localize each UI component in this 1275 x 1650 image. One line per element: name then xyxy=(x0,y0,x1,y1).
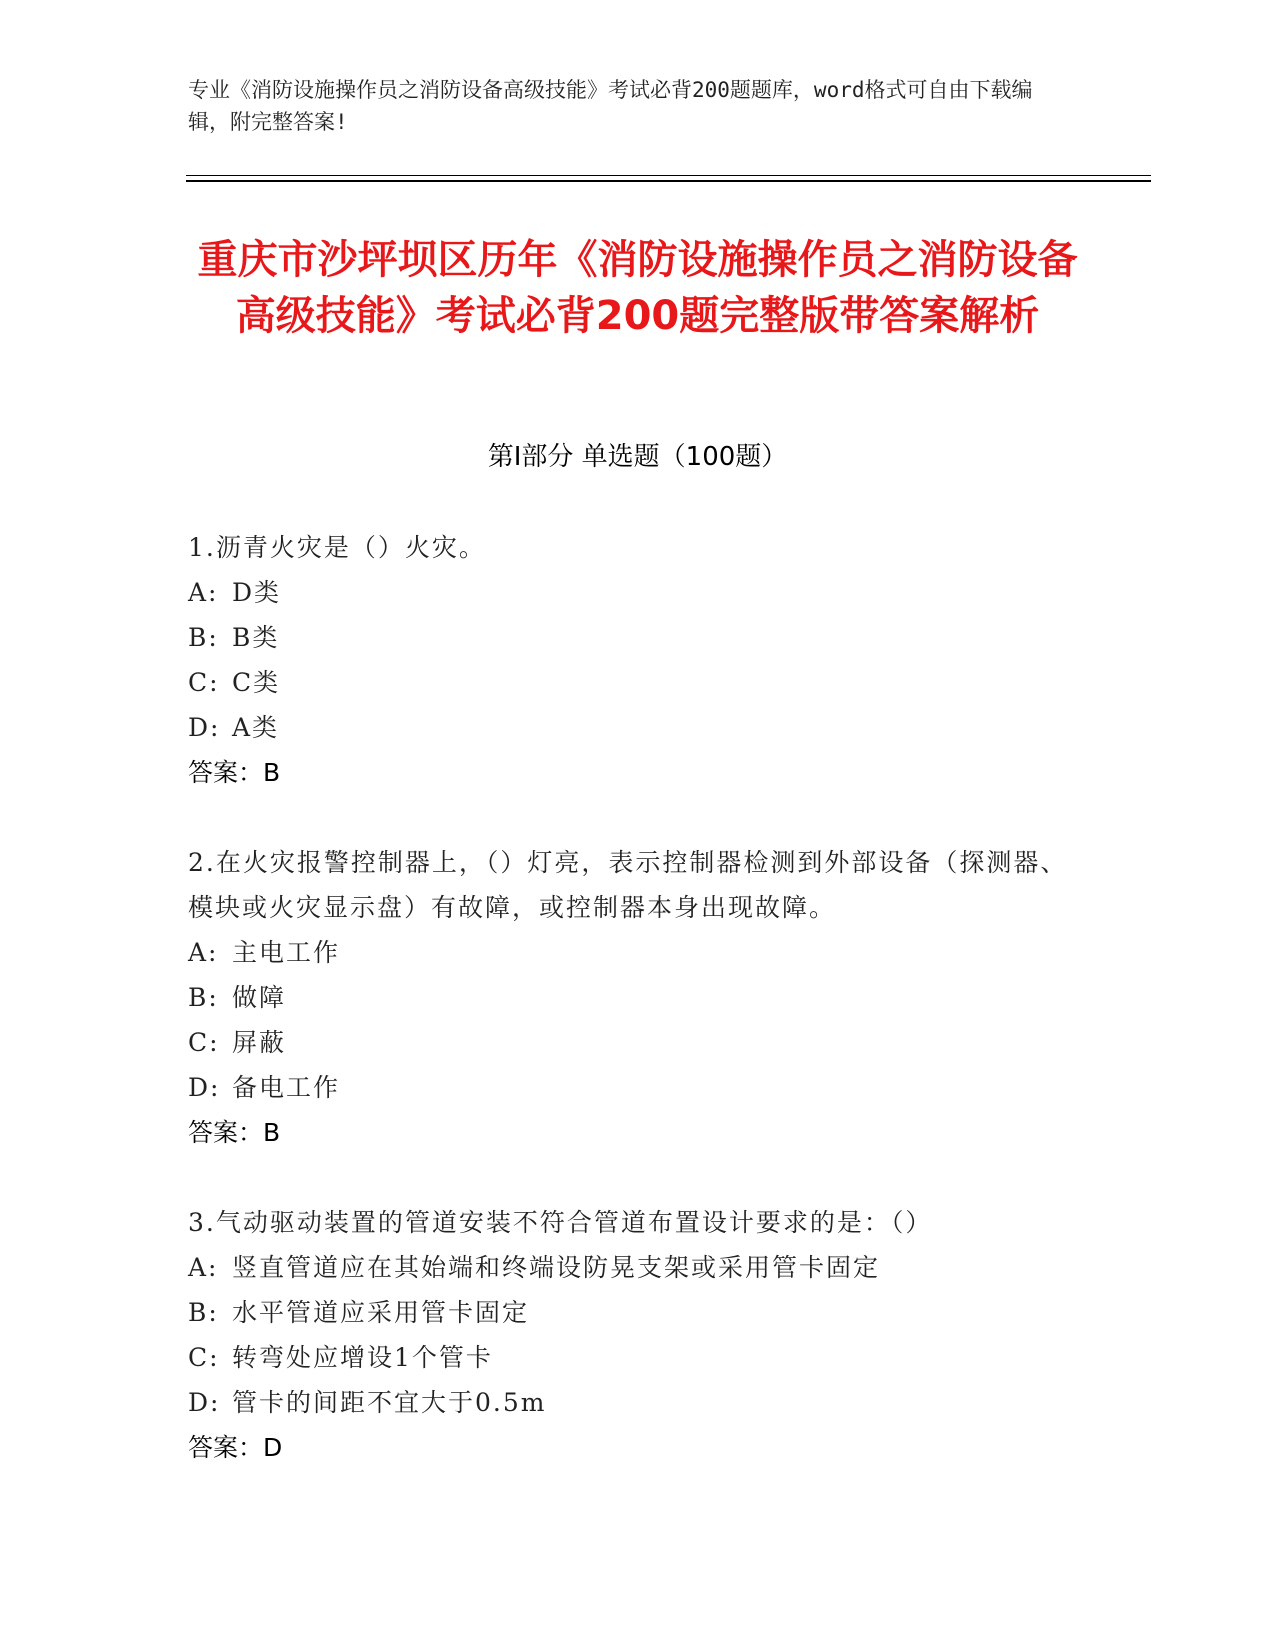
option-b xyxy=(188,615,1068,660)
option-text: 备电工作 xyxy=(232,1073,341,1102)
question-2 xyxy=(188,840,1068,1155)
question-stem: 3.气动驱动装置的管道安装不符合管道布置设计要求的是：（） xyxy=(188,1208,933,1237)
option-text: 竖直管道应在其始端和终端设防晃支架或采用管卡固定 xyxy=(232,1253,881,1282)
option-c xyxy=(188,660,1068,705)
section-heading: 第I部分 单选题（100题） xyxy=(487,442,788,472)
option-letter: C: xyxy=(188,668,220,697)
option-text: D类 xyxy=(232,578,282,607)
option-text: C类 xyxy=(232,668,281,697)
option-letter: B: xyxy=(188,983,219,1012)
option-text: 主电工作 xyxy=(232,938,341,967)
option-letter: A: xyxy=(188,938,219,967)
option-b xyxy=(188,1290,1068,1335)
option-d xyxy=(188,1065,1068,1110)
header-rule-thick xyxy=(186,180,1151,182)
header-note: 专业《消防设施操作员之消防设备高级技能》考试必背200题题库，word格式可自由下载编辑，附完整答案! xyxy=(188,78,1033,134)
option-text: 水平管道应采用管卡固定 xyxy=(232,1298,530,1327)
option-letter: A: xyxy=(188,578,219,607)
option-letter: C: xyxy=(188,1028,220,1057)
option-letter: D: xyxy=(188,1388,221,1417)
option-c xyxy=(188,1335,1068,1380)
option-text: B类 xyxy=(232,623,280,652)
option-d xyxy=(188,705,1068,750)
option-letter: C: xyxy=(188,1343,220,1372)
document-title: 重庆市沙坪坝区历年《消防设施操作员之消防设备高级技能》考试必背200题完整版带答案解析 xyxy=(197,237,1078,339)
question-1 xyxy=(188,525,1068,795)
question-stem: 1.沥青火灾是（）火灾。 xyxy=(188,533,486,562)
option-a xyxy=(188,930,1068,975)
option-text: A类 xyxy=(232,713,280,742)
answer-line: 答案：B xyxy=(188,1118,281,1147)
question-stem: 2.在火灾报警控制器上，（）灯亮，表示控制器检测到外部设备（探测器、模块或火灾显示盘）有故障，或控制器本身出现故障。 xyxy=(188,848,1068,922)
option-text: 管卡的间距不宜大于0.5m xyxy=(232,1388,547,1417)
option-letter: B: xyxy=(188,1298,219,1327)
option-c xyxy=(188,1020,1068,1065)
answer-line: 答案：B xyxy=(188,758,281,787)
header-rule-thin xyxy=(186,175,1151,176)
option-letter: B: xyxy=(188,623,219,652)
option-d xyxy=(188,1380,1068,1425)
option-b xyxy=(188,975,1068,1020)
option-text: 做障 xyxy=(232,983,287,1012)
answer-line: 答案：D xyxy=(188,1433,283,1462)
option-text: 屏蔽 xyxy=(232,1028,287,1057)
option-letter: D: xyxy=(188,1073,221,1102)
question-3 xyxy=(188,1200,1068,1470)
option-a xyxy=(188,570,1068,615)
option-a xyxy=(188,1245,1068,1290)
option-letter: D: xyxy=(188,713,221,742)
option-text: 转弯处应增设1个管卡 xyxy=(232,1343,493,1372)
option-letter: A: xyxy=(188,1253,219,1282)
